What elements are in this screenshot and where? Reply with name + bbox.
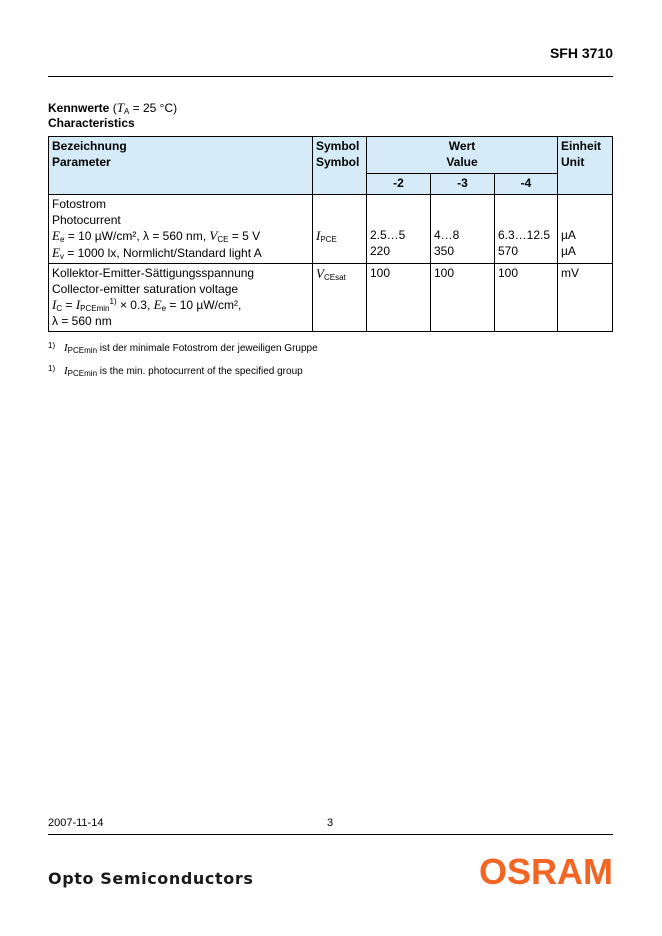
footnotes [48, 336, 318, 382]
footer-date: 2007-11-14 [48, 817, 104, 829]
value-cell: 2.5…5 220 [367, 195, 431, 264]
brand-tagline: Opto Semiconductors [48, 869, 254, 888]
symbol-cell: $I_{PCE}$ [313, 195, 367, 264]
group-header: -3 [431, 174, 495, 195]
section-title-en: Characteristics [48, 116, 135, 130]
header-rule [48, 76, 613, 77]
param-cell: Kollektor-Emitter-Sättigungsspannung Collector-emitter saturation voltage $I_C = I_{PCEmin}^{1)} \times 0.3$, $E_e = 10$ µW/cm², λ = 560 nm [49, 264, 313, 332]
header-value: Wert Value [367, 137, 558, 174]
header-symbol: Symbol Symbol [313, 137, 367, 195]
footnote-de: 1) $I_{PCEmin}$ ist der minimale Fotostrom der jeweiligen Gruppe [48, 341, 318, 355]
param-cell: Fotostrom Photocurrent $E_e = 10$ µW/cm², λ = 560 nm, $V_{CE} = 5$ V $E_v = 1000$ lx, Normlicht/Standard light A [49, 195, 313, 264]
value-cell: 100 [431, 264, 495, 332]
document-title: SFH 3710 [549, 45, 613, 61]
table-row [49, 264, 613, 332]
section-title-de: Kennwerte [48, 101, 110, 115]
symbol-cell: $V_{CEsat}$ [313, 264, 367, 332]
group-header: -2 [367, 174, 431, 195]
unit-cell: mV [558, 264, 613, 332]
temp-value: = 25 °C) [129, 101, 178, 115]
table-row [49, 195, 613, 264]
header-unit: Einheit Unit [558, 137, 613, 195]
osram-logo-text: OSRAM [479, 855, 613, 887]
value-cell: 4…8 350 [431, 195, 495, 264]
value-cell: 100 [367, 264, 431, 332]
osram-logo [479, 855, 613, 887]
footnote-en: 1) $I_{PCEmin}$ is the min. photocurrent of the specified group [48, 364, 303, 378]
value-cell: 6.3…12.5 570 [495, 195, 558, 264]
characteristics-table [48, 136, 613, 332]
temp-var: T [116, 100, 124, 115]
value-cell: 100 [495, 264, 558, 332]
header-parameter: Bezeichnung Parameter [49, 137, 313, 195]
section-heading: Kennwerte ($T_A = 25$ °C) Characteristics [48, 100, 178, 130]
footer-rule [48, 834, 613, 835]
page-number: 3 [327, 817, 334, 829]
table-header-row [49, 137, 613, 174]
unit-cell: µA µA [558, 195, 613, 264]
temp-sub: A [123, 107, 130, 116]
group-header: -4 [495, 174, 558, 195]
